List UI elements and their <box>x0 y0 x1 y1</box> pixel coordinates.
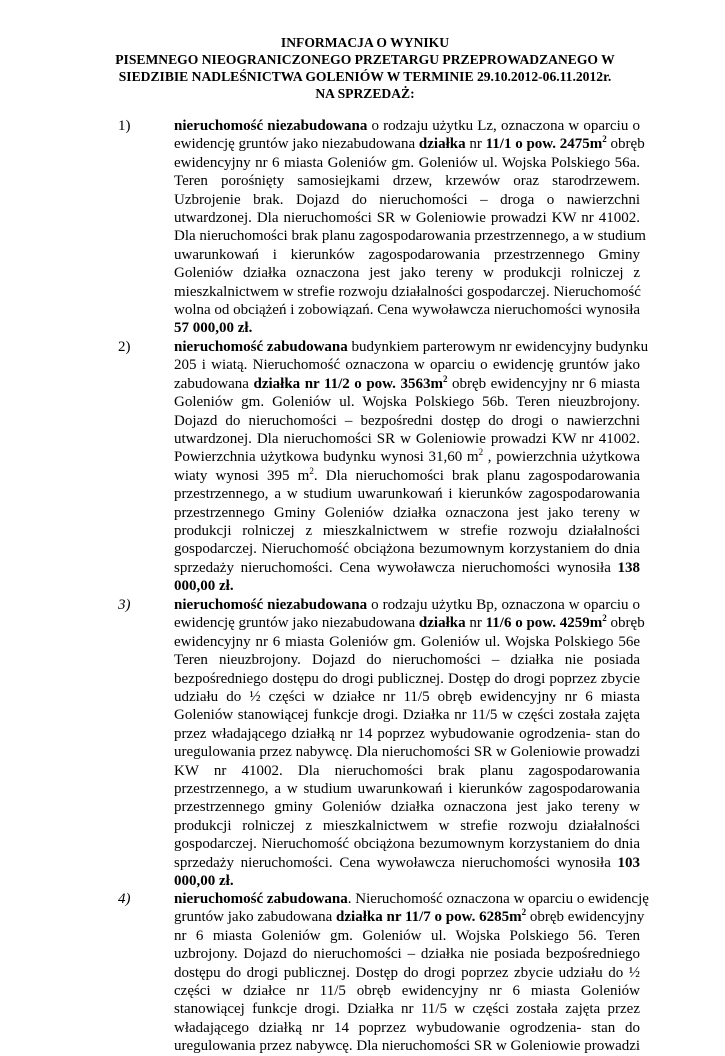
text-line <box>174 227 646 245</box>
bold-text: działka nr 11/7 o pow. 6285m <box>336 909 522 926</box>
bold-text: działka <box>418 615 466 632</box>
text-line <box>174 191 640 209</box>
text-run: zabudowana <box>174 375 254 392</box>
text-line <box>174 134 645 153</box>
text-line <box>174 246 640 264</box>
text-line <box>174 743 640 761</box>
text-line <box>174 264 640 282</box>
text-run: uwarunkowań i kierunków zagospodarowania przestrzennego Gminy <box>174 246 640 263</box>
text-line <box>174 706 640 724</box>
text-run: Goleniów gm. Goleniów ul. Wojska Polskiego 56b. Teren nieuzbrojony. <box>174 394 640 411</box>
text-line <box>174 633 640 651</box>
text-run: uzbrojony. Dojazd do nieruchomości – działka nie posiada bezpośredniego <box>174 946 640 963</box>
text-line <box>174 577 640 595</box>
text-line <box>174 725 640 743</box>
text-line <box>174 338 649 356</box>
text-run: przestrzennego Gminy Goleniów działka oznaczona jest jako tereny w <box>174 504 640 521</box>
text-line <box>174 872 640 890</box>
text-line <box>174 172 640 190</box>
text-run: przez władającego działką nr 14 poprzez wybudowanie ogrodzenia- stan do <box>174 725 640 742</box>
text-line <box>174 907 645 926</box>
text-run: . Nieruchomość oznaczona w oparciu o ewidencję <box>347 891 649 907</box>
text-line <box>174 412 640 430</box>
text-line <box>174 504 640 522</box>
text-run: gospodarczej. Nieruchomość obciążona bezumownym korzystaniem do dnia <box>174 836 640 853</box>
text-run: ewidencję gruntów jako niezabudowana <box>174 615 419 632</box>
bold-text: 57 000,00 zł. <box>174 320 253 337</box>
superscript: 2 <box>602 134 607 145</box>
text-line <box>174 927 640 945</box>
text-run: nr 6 miasta Goleniów gm. Goleniów ul. Wojska Polskiego 56. Teren <box>174 927 640 944</box>
text-run: budynkiem parterowym nr ewidencyjny budynku <box>347 339 649 355</box>
text-line <box>174 854 640 872</box>
text-line <box>174 522 640 540</box>
item-description <box>174 596 645 891</box>
text-line <box>174 817 640 835</box>
text-run: władającego działką nr 14 poprzez wybudowanie ogrodzenia- stan do <box>174 1019 640 1036</box>
heading-line: SIEDZIBIE NADLEŚNICTWA GOLENIÓW W TERMINIE 29.10.2012-06.11.2012r. <box>118 69 612 84</box>
text-line <box>174 559 640 577</box>
text-run: Dla nieruchomości brak planu zagospodarowania przestrzennego, a w studium <box>174 228 646 245</box>
superscript: 2 <box>309 465 314 476</box>
superscript: 2 <box>602 613 607 624</box>
text-line <box>174 540 640 558</box>
heading-line: PISEMNEGO NIEOGRANICZONEGO PRZETARGU PRZEPROWADZANEGO W <box>115 52 615 67</box>
bold-text: 138 <box>617 559 640 576</box>
text-run: przestrzennego, a w studium uwarunkowań i kierunków zagospodarowania <box>174 781 640 798</box>
text-line <box>174 301 640 319</box>
text-run: sprzedaży nieruchomości. Cena wywoławcza nieruchomości wynosiła <box>174 559 618 576</box>
bold-text: nieruchomość niezabudowana <box>174 597 368 613</box>
text-line <box>174 964 640 982</box>
text-run: obręb ewidencyjny <box>526 909 645 926</box>
text-line <box>174 154 640 172</box>
bold-text: działka nr 11/2 o pow. 3563m <box>253 375 443 392</box>
bold-text: nieruchomość zabudowana <box>174 339 348 355</box>
bold-text: 000,00 zł. <box>174 873 234 890</box>
text-run: Uzbrojenie brak. Dojazd do nieruchomości – droga o nawierzchni <box>174 191 640 208</box>
heading-line: NA SPRZEDAŻ: <box>315 86 415 101</box>
text-run: Teren porośnięty samosiejkami drzew, krzewów oraz starodrzewem. <box>174 173 640 190</box>
item-description <box>174 117 646 338</box>
text-run: bezpośredniego dostępu do drogi publicznej. Dostęp do drogi poprzez zbycie <box>174 670 640 687</box>
bold-text: 11/6 o pow. 4259m <box>485 615 603 632</box>
bold-text: nieruchomość niezabudowana <box>174 118 368 134</box>
superscript: 2 <box>478 447 484 458</box>
text-run: sprzedaży nieruchomości. Cena wywoławcza nieruchomości wynosiła <box>174 854 618 871</box>
text-run: wolna od obciążeń i zobowiązań. Cena wywoławcza nieruchomości wynosiła <box>174 302 641 319</box>
text-line <box>174 467 640 485</box>
text-line <box>174 485 640 503</box>
document-heading <box>90 34 640 102</box>
text-run: utwardzonej. Dla nieruchomości SR w Goleniowie prowadzi KW nr 41002. <box>174 210 640 227</box>
item-description <box>174 890 649 1056</box>
item-number: 1) <box>118 118 131 134</box>
item-number: 2) <box>118 339 131 355</box>
text-run: Goleniów działka oznaczona jest jako tereny w produkcji rolniczej z <box>174 265 640 282</box>
text-line <box>174 209 640 227</box>
text-run: Teren nieuzbrojony. Dojazd do nieruchomości – działka nie posiada <box>174 652 640 669</box>
text-run: produkcji rolniczej z mieszkalnictwem w strefie rozwoju działalności <box>174 817 640 834</box>
text-run: uregulowania przez nabywcę. Dla nieruchomości SR w Goleniowie prowadzi <box>174 744 641 761</box>
text-run: nr <box>465 615 486 632</box>
bold-text: 103 <box>617 854 640 871</box>
bold-text: 11/1 o pow. 2475m <box>485 136 603 153</box>
text-line <box>174 1000 640 1018</box>
bold-text: 000,00 zł. <box>174 578 234 595</box>
text-run: dostępu do drogi publicznej. Dostęp do drogi poprzez zbycie udziału do ½ <box>174 964 640 981</box>
item-number: 3) <box>118 597 131 613</box>
text-run: o rodzaju użytku Bp, oznaczona w oparciu o <box>367 597 640 613</box>
text-line <box>174 688 640 706</box>
text-run: obręb <box>606 136 645 153</box>
text-run: obręb <box>606 615 645 632</box>
text-line <box>174 798 640 816</box>
text-run: , powierzchnia użytkowa <box>483 449 641 466</box>
text-run: o rodzaju użytku Lz, oznaczona w oparciu o <box>367 118 640 134</box>
text-line <box>174 945 640 963</box>
text-run: Goleniów stanowiącej funkcje drogi. Działka nr 11/5 w części została zajęta <box>174 707 640 724</box>
text-run: udziału do ½ części w działce nr 11/5 obręb ewidencyjny nr 6 miasta <box>174 689 640 706</box>
text-line <box>174 1019 640 1037</box>
text-run: stanowiącej funkcje drogi. Działka nr 11/5 w części została zajęta przez <box>174 1001 640 1018</box>
text-line <box>174 393 640 411</box>
text-run: przestrzennego gminy Goleniów działka oznaczona jest jako tereny w <box>174 799 640 816</box>
text-run: ewidencyjny nr 6 miasta Goleniów gm. Goleniów ul. Wojska Polskiego 56a. <box>174 154 640 171</box>
text-run: gospodarczej. Nieruchomość obciążona bezumownym korzystaniem do dnia <box>174 541 640 558</box>
text-run: produkcji rolniczej z mieszkalnictwem w strefie rozwoju działalności <box>174 523 640 540</box>
text-line <box>174 596 640 614</box>
text-line <box>174 982 640 1000</box>
text-line <box>174 762 640 780</box>
text-line <box>174 283 640 301</box>
text-run: obręb ewidencyjny nr 6 miasta <box>447 375 641 392</box>
superscript: 2 <box>521 907 527 918</box>
text-run: gruntów jako zabudowana <box>174 909 337 926</box>
text-run: . Dla nieruchomości brak planu zagospodarowania <box>313 467 640 484</box>
text-line <box>174 1037 640 1055</box>
heading-line: INFORMACJA O WYNIKU <box>280 35 450 50</box>
text-line <box>174 780 640 798</box>
text-run: utwardzonej. Dla nieruchomości SR w Goleniowie prowadzi KW nr 41002. <box>174 431 640 448</box>
item-description <box>174 338 649 596</box>
text-line <box>174 356 640 374</box>
text-line <box>174 613 645 632</box>
text-run: Powierzchnia użytkowa budynku wynosi 31,60 m <box>174 449 479 466</box>
text-run: wiaty wynosi 395 m <box>174 467 310 484</box>
text-line <box>174 651 640 669</box>
text-line <box>174 319 640 337</box>
bold-text: nieruchomość zabudowana <box>174 891 348 907</box>
text-line <box>174 117 640 135</box>
text-run: nr <box>465 136 486 153</box>
text-line <box>174 448 640 466</box>
text-run: KW nr 41002. Dla nieruchomości brak planu zagospodarowania <box>174 762 640 779</box>
text-run: przestrzennego, a w studium uwarunkowań i kierunków zagospodarowania <box>174 486 640 503</box>
text-run: ewidencję gruntów jako niezabudowana <box>174 136 419 153</box>
text-run: ewidencyjny nr 6 miasta Goleniów gm. Goleniów ul. Wojska Polskiego 56e <box>174 633 640 650</box>
bold-text: działka <box>418 136 466 153</box>
superscript: 2 <box>442 373 448 384</box>
text-run: 205 i wiatą. Nieruchomość oznaczona w oparciu o ewidencję gruntów jako <box>174 357 640 374</box>
item-number: 4) <box>118 891 131 907</box>
text-line <box>174 890 649 908</box>
text-run: mieszkalnictwem w strefie rozwoju działalności gospodarczej. Nieruchomość <box>174 283 641 300</box>
text-run: Dojazd do nieruchomości – bezpośredni dostęp do drogi o nawierzchni <box>174 412 640 429</box>
text-line <box>174 670 640 688</box>
text-run: części w działce nr 11/5 obręb ewidencyjny nr 6 miasta Goleniów <box>174 983 640 1000</box>
text-run: uregulowania przez nabywcę. Dla nieruchomości SR w Goleniowie prowadzi <box>174 1038 641 1055</box>
text-line <box>174 835 640 853</box>
text-line <box>174 375 640 393</box>
text-line <box>174 430 640 448</box>
